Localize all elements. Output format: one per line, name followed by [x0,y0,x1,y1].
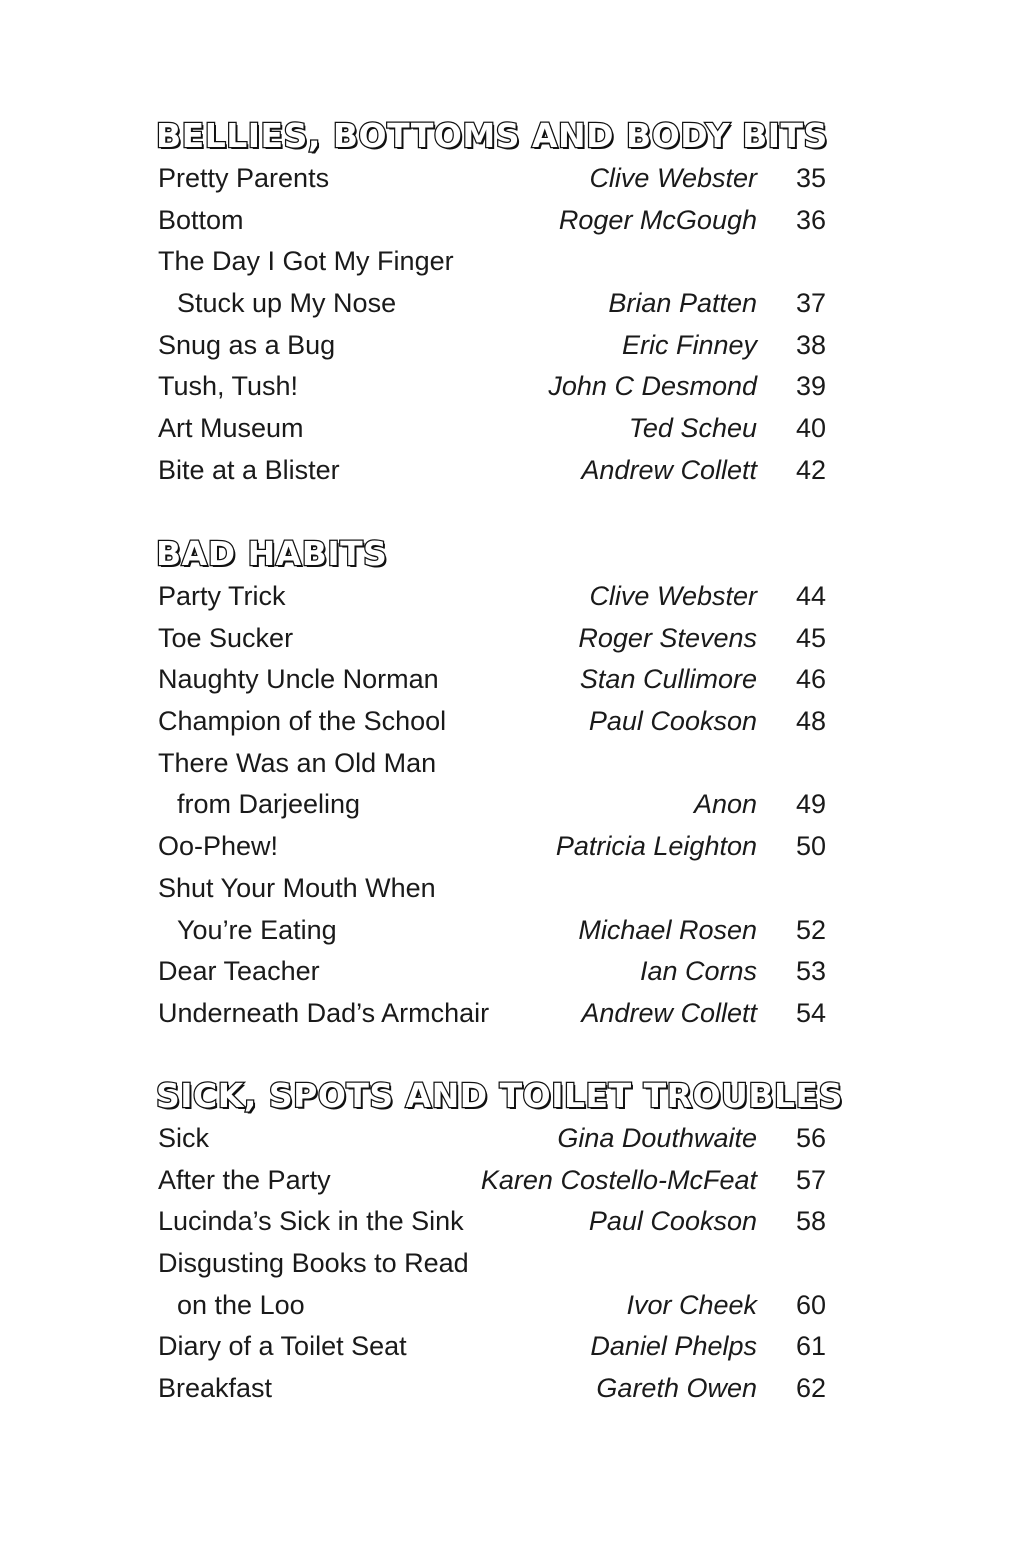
poem-title: Toe Sucker [158,622,294,653]
poem-title: Dear Teacher [158,956,320,987]
poem-author: Andrew Collett [581,454,757,485]
page-number: 56 [795,1123,826,1153]
poem-title: Tush, Tush! [158,371,299,402]
toc-entry [158,283,838,325]
poem-title: Oo-Phew! [158,831,279,862]
section-2 [156,1074,843,1410]
poem-title: on the Loo [177,1289,305,1320]
poem-author: Ian Corns [639,956,757,987]
poem-author: Michael Rosen [578,914,757,945]
poem-author: Paul Cookson [588,706,757,737]
toc-entry [158,1368,838,1410]
page-number: 36 [795,204,826,235]
entry-list [158,576,838,1035]
poem-author: Daniel Phelps [590,1331,757,1362]
poem-author: Ivor Cheek [626,1289,757,1320]
page-number: 40 [795,413,826,444]
toc-entry [158,1160,838,1202]
entry-list [158,1118,838,1410]
page-number: 57 [795,1164,826,1195]
toc-entry [158,659,838,701]
poem-title: Art Museum [158,413,304,444]
section-0 [158,114,838,492]
toc-entry [158,743,838,785]
poem-title: Sick [158,1123,210,1153]
poem-title: The Day I Got My Finger [158,246,454,277]
page-number: 46 [795,664,826,695]
poem-author: Karen Costello-McFeat [480,1164,757,1195]
toc-entry [158,1243,838,1285]
poem-title: After the Party [158,1164,331,1195]
toc-entry [158,826,838,868]
page-number: 53 [795,956,826,987]
page-number: 38 [795,329,826,360]
page-number: 48 [795,706,826,737]
poem-author: Paul Cookson [588,1206,757,1237]
poem-author: Stan Cullimore [579,664,757,695]
page-number: 58 [795,1206,826,1237]
toc-entry [158,241,838,283]
toc-entry [158,1201,838,1243]
toc-entry [158,993,838,1035]
poem-author: Clive Webster [589,163,757,193]
toc-entry [158,951,838,993]
toc-entry [158,784,838,826]
poem-title: Pretty Parents [158,163,330,193]
poem-author: Gina Douthwaite [557,1123,757,1153]
section-heading: SICK, SPOTS AND TOILET TROUBLES [156,1076,843,1115]
poem-title: There Was an Old Man [158,747,437,778]
poem-author: Eric Finney [621,329,757,360]
toc-entry [158,1285,838,1327]
toc-entry [158,408,838,450]
toc-entry [158,325,838,367]
toc-entry [158,450,838,492]
poem-author: Patricia Leighton [555,831,757,862]
poem-author: Roger McGough [558,204,757,235]
page-number: 54 [795,997,826,1028]
page-number: 35 [795,163,826,193]
poem-title: Diary of a Toilet Seat [158,1331,407,1362]
poem-title: from Darjeeling [177,789,361,820]
toc-entry [158,366,838,408]
page-number: 60 [795,1289,826,1320]
poem-author: Clive Webster [589,581,757,611]
section-1 [158,532,838,1035]
page-number: 61 [795,1331,826,1362]
poem-author: John C Desmond [548,371,757,402]
poem-title: Underneath Dad’s Armchair [158,997,490,1028]
toc-entry [158,158,838,200]
page-number: 49 [795,789,826,820]
toc-entry [158,868,838,910]
page-number: 62 [795,1373,826,1404]
poem-author: Ted Scheu [628,413,757,444]
poem-title: Champion of the School [158,706,447,737]
toc-entry [158,1118,838,1160]
poem-title: Bite at a Blister [158,454,340,485]
poem-author: Anon [693,789,757,820]
poem-author: Brian Patten [608,288,757,319]
toc-entry [158,200,838,242]
section-heading: BAD HABITS [156,534,388,573]
entry-list [158,158,838,492]
poem-title: Disgusting Books to Read [158,1248,469,1279]
page-number: 42 [795,454,826,485]
page-number: 45 [795,622,826,653]
poem-title: You’re Eating [177,914,337,945]
toc-entry [158,701,838,743]
poem-title: Bottom [158,204,244,235]
poem-author: Roger Stevens [578,622,757,653]
toc-entry [158,576,838,618]
poem-title: Snug as a Bug [158,329,336,360]
toc-entry [158,1326,838,1368]
poem-title: Breakfast [158,1373,273,1404]
poem-title: Shut Your Mouth When [158,872,436,903]
poem-author: Gareth Owen [596,1373,757,1404]
page-number: 50 [795,831,826,862]
poem-author: Andrew Collett [581,997,757,1028]
poem-title: Lucinda’s Sick in the Sink [158,1206,464,1237]
toc-entry [158,618,838,660]
page-number: 44 [795,581,826,611]
toc-entry [158,910,838,952]
poem-title: Stuck up My Nose [177,288,397,319]
poem-title: Naughty Uncle Norman [158,664,439,695]
section-heading: BELLIES, BOTTOMS AND BODY BITS [156,116,828,155]
page-number: 39 [795,371,826,402]
page-number: 37 [795,288,826,319]
page-number: 52 [795,914,826,945]
poem-title: Party Trick [158,581,286,611]
